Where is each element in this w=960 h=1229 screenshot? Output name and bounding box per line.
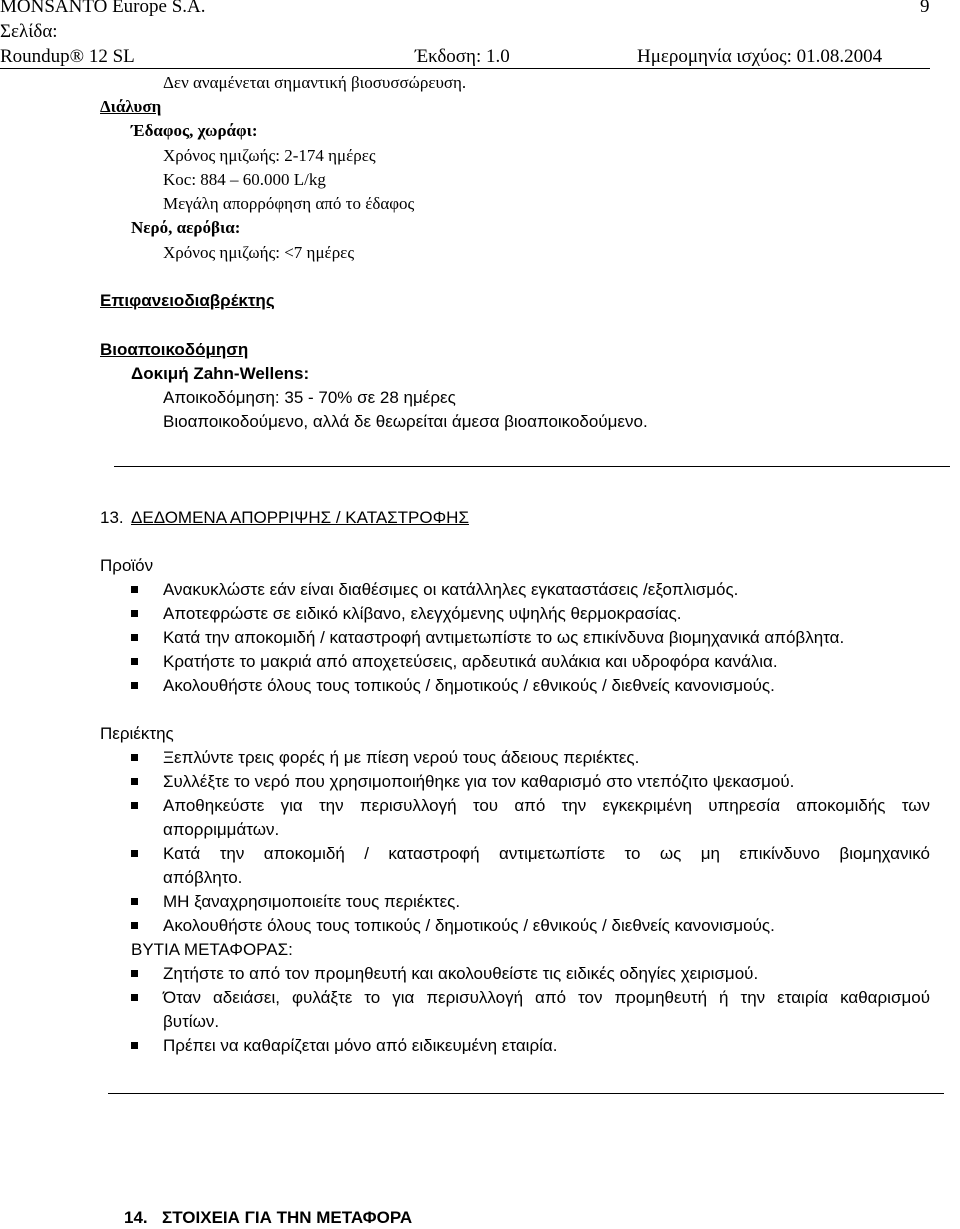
- list-item: Συλλέξτε το νερό που χρησιμοποιήθηκε για τον καθαρισμό στο ντεπόζιτο ψεκασμού.: [163, 772, 795, 791]
- section-divider: [114, 466, 950, 467]
- page-label: Σελίδα:: [0, 21, 58, 42]
- list-item-continuation: απορριμμάτων.: [163, 820, 280, 839]
- water-heading: Νερό, αερόβια:: [131, 218, 241, 237]
- soil-adsorption: Μεγάλη απορρόφηση από το έδαφος: [163, 194, 415, 213]
- bullet-marker: [131, 682, 138, 689]
- section-14-title: ΣΤΟΙΧΕΙΑ ΓΙΑ ΤΗΝ ΜΕΤΑΦΟΡΑ: [162, 1208, 413, 1227]
- biodegradation-heading: Βιοαποικοδόμηση: [100, 340, 249, 359]
- bullet-marker: [131, 970, 138, 977]
- drums-heading: ΒΥΤΙΑ ΜΕΤΑΦΟΡΑΣ:: [131, 940, 293, 959]
- section-divider: [108, 1093, 944, 1094]
- bullet-marker: [131, 754, 138, 761]
- list-item: Κατά την αποκομιδή / καταστροφή αντιμετωπίστε το ως μη επικίνδυνο βιομηχανικό: [163, 844, 930, 863]
- list-item: Ξεπλύντε τρεις φορές ή με πίεση νερού τους άδειους περιέκτες.: [163, 748, 640, 767]
- bullet-marker: [131, 802, 138, 809]
- version-label: Έκδοση: 1.0: [415, 46, 510, 67]
- list-item: Ανακυκλώστε εάν είναι διαθέσιμες οι κατάλληλες εγκαταστάσεις /εξοπλισμός.: [163, 580, 739, 599]
- bullet-marker: [131, 1042, 138, 1049]
- list-item-continuation: απόβλητο.: [163, 868, 243, 887]
- bullet-marker: [131, 994, 138, 1001]
- bullet-marker: [131, 898, 138, 905]
- list-item: Όταν αδειάσει, φυλάξτε το για περισυλλογή από τον προμηθευτή ή την εταιρία καθαρισμού: [163, 988, 930, 1007]
- section-13-title: ΔΕΔΟΜΕΝΑ ΑΠΟΡΡΙΨΗΣ / ΚΑΤΑΣΤΡΟΦΗΣ: [131, 508, 469, 527]
- list-item: ΜΗ ξαναχρησιμοποιείτε τους περιέκτες.: [163, 892, 461, 911]
- list-item: Ακολουθήστε όλους τους τοπικούς / δημοτικούς / εθνικούς / διεθνείς κανονισμούς.: [163, 676, 775, 695]
- list-item: Ζητήστε το από τον προμηθευτή και ακολουθείστε τις ειδικές οδηγίες χειρισμού.: [163, 964, 759, 983]
- section-14-number: 14.: [124, 1208, 148, 1227]
- bullet-marker: [131, 610, 138, 617]
- product-heading: Προϊόν: [100, 556, 154, 575]
- list-item: Αποτεφρώστε σε ειδικό κλίβανο, ελεγχόμενης υψηλής θερμοκρασίας.: [163, 604, 682, 623]
- validity-date: Ημερομηνία ισχύος: 01.08.2004: [637, 46, 883, 67]
- surfactant-heading: Επιφανειοδιαβρέκτης: [100, 291, 275, 310]
- soil-heading: Έδαφος, χωράφι:: [131, 121, 258, 140]
- bullet-marker: [131, 658, 138, 665]
- list-item: Ακολουθήστε όλους τους τοπικούς / δημοτικούς / εθνικούς / διεθνείς κανονισμούς.: [163, 916, 775, 935]
- header-underline: [0, 68, 930, 69]
- page-number: 9: [920, 0, 930, 17]
- list-item-continuation: βυτίων.: [163, 1012, 220, 1031]
- bullet-marker: [131, 850, 138, 857]
- container-heading: Περιέκτης: [100, 724, 174, 743]
- bullet-marker: [131, 634, 138, 641]
- company-name: MONSANTO Europe S.A.: [0, 0, 206, 17]
- bullet-marker: [131, 778, 138, 785]
- dissipation-heading: Διάλυση: [100, 97, 162, 116]
- bullet-marker: [131, 922, 138, 929]
- zahn-wellens-note: Βιοαποικοδούμενο, αλλά δε θεωρείται άμεσα βιοαποικοδούμενο.: [163, 412, 648, 431]
- zahn-wellens-result: Αποικοδόμηση: 35 - 70% σε 28 ημέρες: [163, 388, 456, 407]
- bullet-marker: [131, 586, 138, 593]
- soil-koc: Koc: 884 – 60.000 L/kg: [163, 170, 326, 189]
- bioaccumulation-note: Δεν αναμένεται σημαντική βιοσυσσώρευση.: [163, 73, 467, 92]
- section-13-number: 13.: [100, 508, 124, 527]
- list-item: Κρατήστε το μακριά από αποχετεύσεις, αρδευτικά αυλάκια και υδροφόρα κανάλια.: [163, 652, 778, 671]
- list-item: Κατά την αποκομιδή / καταστροφή αντιμετωπίστε το ως επικίνδυνα βιομηχανικά απόβλητα.: [163, 628, 845, 647]
- zahn-wellens-heading: Δοκιμή Zahn-Wellens:: [131, 364, 310, 383]
- soil-half-life: Χρόνος ημιζωής: 2-174 ημέρες: [163, 146, 376, 165]
- product-name: Roundup® 12 SL: [0, 46, 135, 67]
- list-item: Αποθηκεύστε για την περισυλλογή του από την εγκεκριμένη υπηρεσία αποκομιδής των: [163, 796, 930, 815]
- list-item: Πρέπει να καθαρίζεται μόνο από ειδικευμένη εταιρία.: [163, 1036, 558, 1055]
- water-half-life: Χρόνος ημιζωής: <7 ημέρες: [163, 243, 355, 262]
